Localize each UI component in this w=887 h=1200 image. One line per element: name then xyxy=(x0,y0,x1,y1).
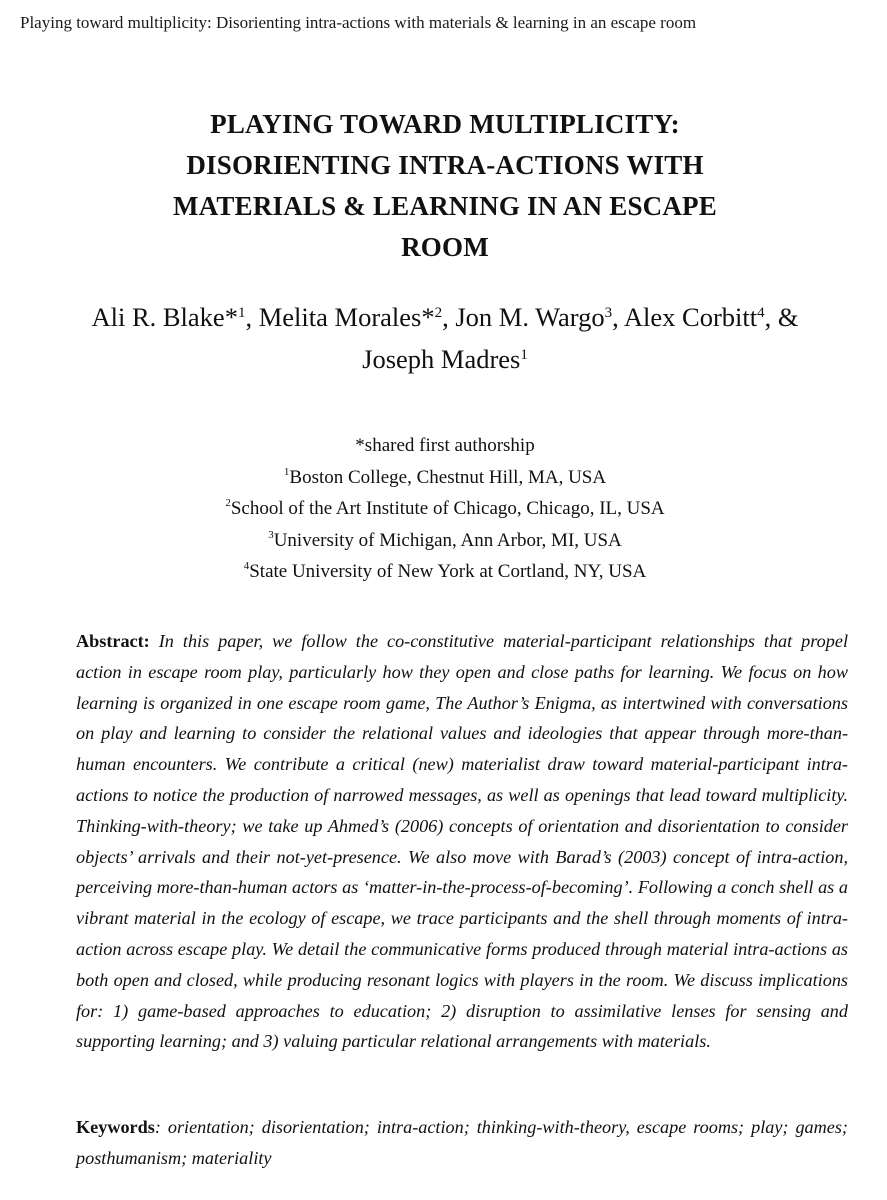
affiliation-mark: 2 xyxy=(225,497,231,509)
title-line: ROOM xyxy=(401,232,489,262)
title-line: PLAYING TOWARD MULTIPLICITY: xyxy=(210,109,680,139)
keywords xyxy=(76,1112,848,1174)
affiliation-text: Boston College, Chestnut Hill, MA, USA xyxy=(289,466,607,488)
affiliation-mark: 1 xyxy=(283,465,290,478)
author-list xyxy=(90,296,800,380)
affiliation-text: State University of New York at Cortland, NY, USA xyxy=(249,561,647,582)
author-affiliation-mark: 1 xyxy=(520,347,528,363)
abstract-label: Abstract: xyxy=(76,631,150,651)
author-name: Alex Corbitt xyxy=(623,302,758,332)
keywords-label: Keywords xyxy=(76,1117,155,1137)
author-separator: , xyxy=(245,302,259,332)
abstract xyxy=(76,626,848,1057)
author-separator: , xyxy=(612,302,624,332)
affiliation-mark: 4 xyxy=(243,560,250,572)
title-line: MATERIALS & LEARNING IN AN ESCAPE xyxy=(173,191,717,221)
running-head: Playing toward multiplicity: Disorienting intra-actions with materials & learning in an escape room xyxy=(20,13,697,32)
affiliation-line xyxy=(150,493,740,525)
keywords-text: : orientation; disorientation; intra-action; thinking-with-theory, escape rooms; play; games; posthumanism; materiality xyxy=(76,1117,848,1168)
author-name: Joseph Madres xyxy=(362,344,521,374)
shared-authorship-note: *shared first authorship xyxy=(355,435,535,456)
affiliation-text: University of Michigan, Ann Arbor, MI, USA xyxy=(273,529,622,551)
author-name: Jon M. Wargo xyxy=(455,302,605,332)
author-separator: , & xyxy=(764,302,799,332)
paper-title xyxy=(100,104,790,268)
author-separator: , xyxy=(442,302,456,332)
affiliation-block xyxy=(150,430,740,588)
author-affiliation-mark: 4 xyxy=(757,305,765,321)
author-name: Ali R. Blake* xyxy=(91,302,238,332)
title-line: DISORIENTING INTRA-ACTIONS WITH xyxy=(186,150,704,180)
author-affiliation-mark: 2 xyxy=(434,305,443,321)
affiliation-text: School of the Art Institute of Chicago, Chicago, IL, USA xyxy=(230,498,665,519)
author-name: Melita Morales* xyxy=(258,302,435,332)
affiliation-line xyxy=(150,462,740,494)
affiliation-line xyxy=(150,525,740,557)
affiliation-line xyxy=(150,556,740,588)
author-affiliation-mark: 1 xyxy=(237,305,246,321)
abstract-text: In this paper, we follow the co-constitutive material-participant relationships that propel action in escape room play, particularly how they open and close paths for learning. We focus on how learning is organized in one escape room game, The Author’s Enigma, as intertwined with conversations on play and learning to consider the relational values and ideologies that appear through more-than-human encounters. We contribute a critical (new) materialist draw toward material-participant intra-actions to notice the production of narrowed messages, as well as openings that lead toward multiplicity. Thinking-with-theory; we take up Ahmed’s (2006) concepts of orientation and disorientation to consider objects’ arrivals and their not-yet-presence. We also move with Barad’s (2003) concept of intra-action, perceiving more-than-human actors as ‘matter-in-the-process-of-becoming’. Following a conch shell as a vibrant material in the ecology of escape, we trace participants and the shell through moments of intra-action across escape play. We detail the communicative forms produced through material intra-actions as both open and closed, while producing resonant logics with players in the room. We discuss implications for: 1) game-based approaches to education; 2) disruption to assimilative lenses for sensing and supporting learning; and 3) valuing particular relational arrangements with materials. xyxy=(76,631,848,1052)
affiliation-mark: 3 xyxy=(268,528,274,541)
author-affiliation-mark: 3 xyxy=(604,305,613,321)
